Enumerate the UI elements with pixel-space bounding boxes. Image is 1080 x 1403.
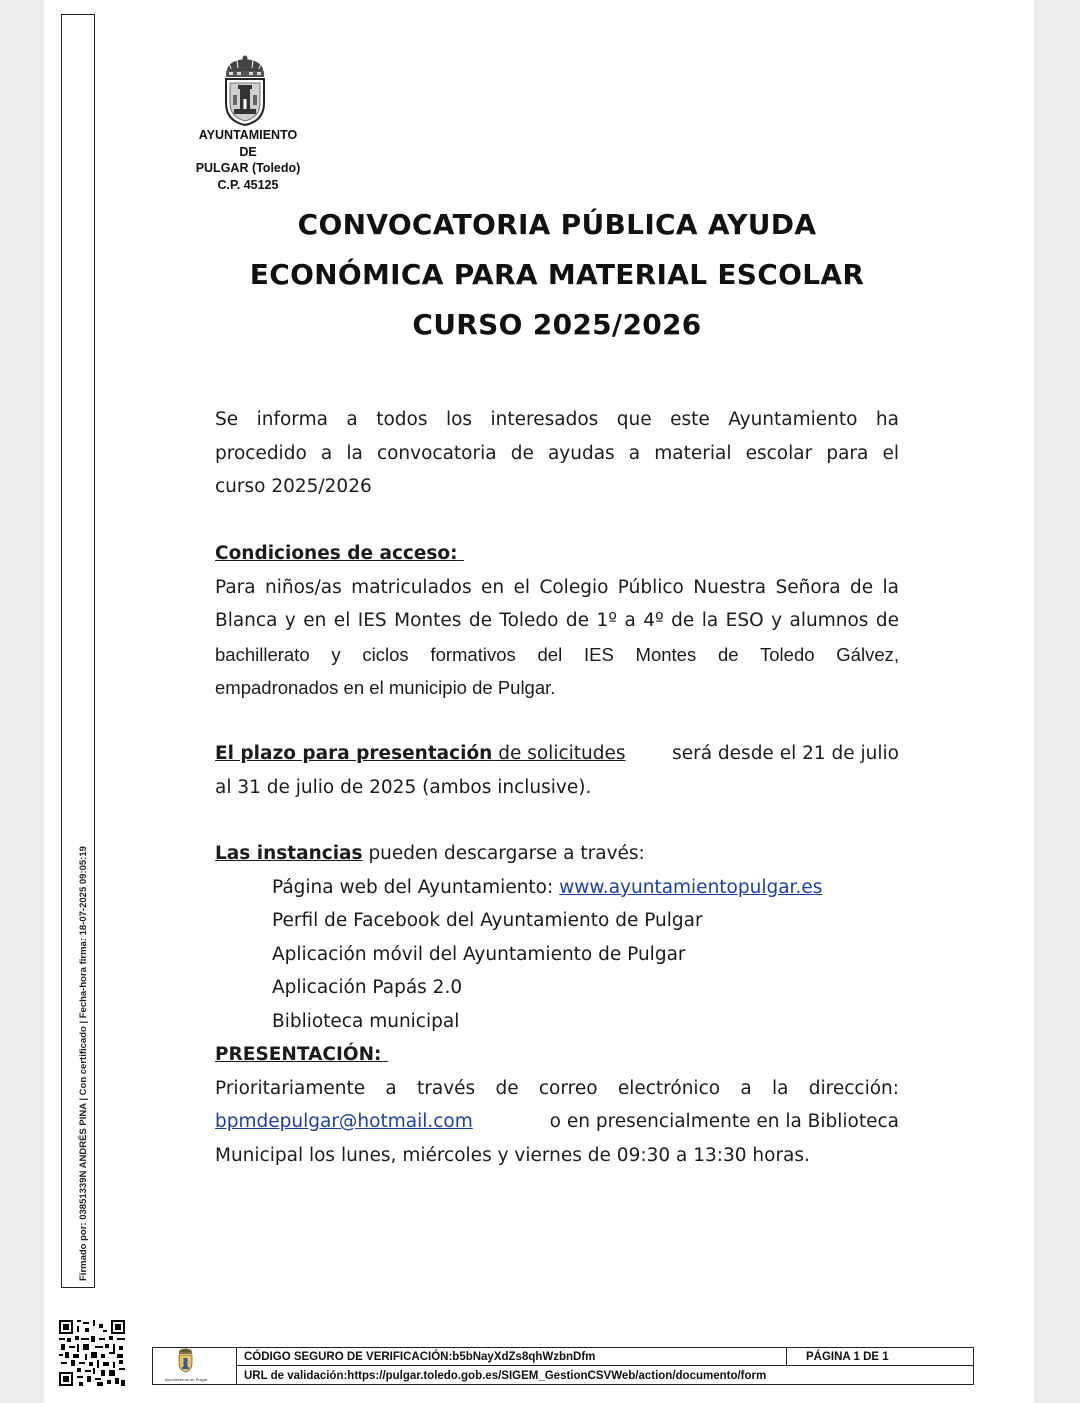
intro-paragraph — [215, 403, 899, 504]
title-line: ECONÓMICA PARA MATERIAL ESCOLAR — [249, 258, 865, 291]
presentation-section — [215, 1038, 899, 1172]
conditions-line: Blanca y en el IES Montes de Toledo de 1º a 4º de la ESO y alumnos de — [215, 610, 899, 632]
qr-code-icon — [59, 1320, 125, 1386]
deadline-heading: El plazo para presentación — [215, 743, 493, 764]
email-link[interactable]: bpmdepulgar@hotmail.com — [215, 1111, 473, 1133]
list-item — [272, 871, 912, 904]
deadline-line-rest: será desde el 21 de julio — [666, 743, 899, 764]
validation-url[interactable]: URL de validación:https://pulgar.toledo.gob.es/SIGEM_GestionCSVWeb/action/documento/form — [244, 1370, 767, 1382]
deadline-section — [215, 737, 899, 804]
signature-text: Firmado por: 03851339N ANDRÉS PINA | Con certificado | Fecha-hora firma: 18-07-2025 09:05:19 — [78, 846, 89, 1281]
title-line: CURSO 2025/2026 — [412, 308, 702, 341]
deadline-heading-rest: de solicitudes — [492, 743, 626, 764]
list-item: Aplicación Papás 2.0 — [272, 977, 463, 999]
instances-heading-rest: pueden descargarse a través: — [362, 843, 645, 864]
instances-heading: Las instancias — [215, 843, 363, 864]
list-item: Aplicación móvil del Ayuntamiento de Pulgar — [272, 943, 686, 965]
intro-line: Se informa a todos los interesados que este Ayuntamiento ha — [215, 409, 899, 430]
organization-header — [170, 127, 326, 193]
page-number: PÁGINA 1 DE 1 — [806, 1351, 889, 1363]
document-title — [215, 200, 899, 350]
org-line: DE — [239, 144, 257, 159]
conditions-line: bachillerato y ciclos formativos del IES Montes de Toledo Gálvez, — [215, 643, 899, 665]
website-link[interactable]: www.ayuntamientopulgar.es — [559, 877, 823, 898]
web-label: Página web del Ayuntamiento: — [272, 877, 560, 898]
presentation-line: Prioritariamente a través de correo electrónico a la dirección: — [215, 1077, 899, 1099]
csv-code: CÓDIGO SEGURO DE VERIFICACIÓN:b5bNayXdZs8qhWzbnDfm — [244, 1351, 596, 1363]
intro-line: curso 2025/2026 — [215, 476, 372, 498]
conditions-line: Para niños/as matriculados en el Colegio Público Nuestra Señora de la — [215, 576, 899, 598]
footer-divider — [786, 1347, 787, 1366]
org-line: AYUNTAMIENTO — [198, 128, 298, 142]
list-item: Perfil de Facebook del Ayuntamiento de Pulgar — [272, 910, 703, 932]
org-line: PULGAR (Toledo) — [195, 161, 301, 175]
conditions-line: empadronados en el municipio de Pulgar. — [215, 677, 556, 699]
title-line: CONVOCATORIA PÚBLICA AYUDA — [297, 208, 817, 241]
instances-list — [272, 871, 912, 1038]
presentation-line: Municipal los lunes, miércoles y viernes de 09:30 a 13:30 horas. — [215, 1144, 810, 1166]
conditions-section — [215, 537, 899, 705]
intro-line: procedido a la convocatoria de ayudas a material escolar para el — [215, 442, 899, 464]
coat-of-arms-icon — [221, 55, 269, 127]
list-item: Biblioteca municipal — [272, 1010, 460, 1032]
presentation-line-rest: o en presencialmente en la Biblioteca — [543, 1111, 899, 1133]
deadline-line: al 31 de julio de 2025 (ambos inclusive). — [215, 776, 592, 798]
presentation-heading: PRESENTACIÓN: — [215, 1044, 388, 1065]
instances-section — [215, 837, 899, 871]
org-line: C.P. 45125 — [217, 177, 279, 192]
conditions-heading: Condiciones de acceso: — [215, 543, 464, 564]
footer-logo-caption: Ayuntamiento de Pulgar — [164, 1377, 208, 1382]
